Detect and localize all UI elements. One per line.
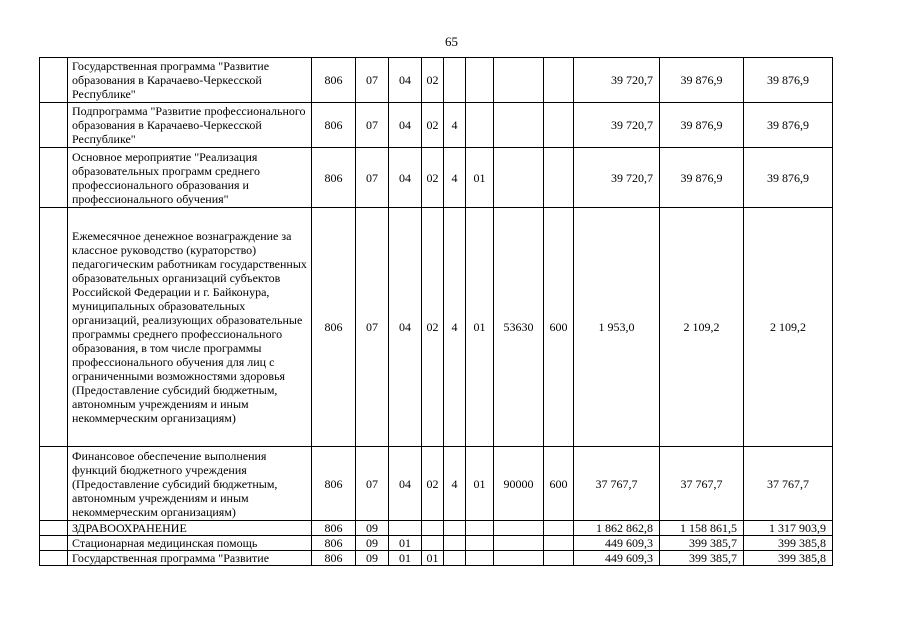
subsection-code-cell: 04 bbox=[389, 208, 422, 447]
description-cell: Стационарная медицинская помощь bbox=[68, 536, 312, 551]
table-row bbox=[40, 521, 833, 536]
amount-year3-cell: 1 317 903,9 bbox=[744, 521, 833, 536]
expense-type-cell bbox=[544, 58, 574, 103]
ministry-code-cell: 806 bbox=[312, 521, 356, 536]
ministry-code-cell: 806 bbox=[312, 58, 356, 103]
amount-year2-cell: 399 385,7 bbox=[660, 551, 744, 566]
page-number: 65 bbox=[445, 34, 458, 49]
amount-year2-cell: 399 385,7 bbox=[660, 536, 744, 551]
description-cell: Финансовое обеспечение выполнения функций бюджетного учреждения (Предоставление субсидий бюджетным, автономным учреждениям и иным некоммерческим организациям) bbox=[68, 447, 312, 521]
section-code-cell: 09 bbox=[356, 551, 389, 566]
expense-type-cell: 600 bbox=[544, 447, 574, 521]
subsection-code-cell: 04 bbox=[389, 447, 422, 521]
subsection-code-cell: 01 bbox=[389, 536, 422, 551]
expense-type-cell bbox=[544, 521, 574, 536]
direction-code-cell: 53630 bbox=[494, 208, 544, 447]
row-index-cell bbox=[40, 551, 68, 566]
program-code-cell: 02 bbox=[422, 58, 444, 103]
subprogram-code-cell: 4 bbox=[444, 148, 466, 208]
description-cell: Подпрограмма "Развитие профессионального образования в Карачаево-Черкесской Республике" bbox=[68, 103, 312, 148]
direction-code-cell bbox=[494, 551, 544, 566]
direction-code-cell bbox=[494, 521, 544, 536]
amount-year1-cell: 37 767,7 bbox=[574, 447, 660, 521]
amount-year1-cell: 1 953,0 bbox=[574, 208, 660, 447]
row-index-cell bbox=[40, 148, 68, 208]
table-row bbox=[40, 447, 833, 521]
subprogram-code-cell bbox=[444, 536, 466, 551]
amount-year1-cell: 449 609,3 bbox=[574, 536, 660, 551]
subprogram-code-cell: 4 bbox=[444, 208, 466, 447]
amount-year1-cell: 449 609,3 bbox=[574, 551, 660, 566]
program-code-cell: 02 bbox=[422, 148, 444, 208]
description-cell: Государственная программа "Развитие образования в Карачаево-Черкесской Республике" bbox=[68, 58, 312, 103]
subprogram-code-cell: 4 bbox=[444, 103, 466, 148]
amount-year3-cell: 39 876,9 bbox=[744, 148, 833, 208]
row-index-cell bbox=[40, 58, 68, 103]
row-index-cell bbox=[40, 208, 68, 447]
subprogram-code-cell bbox=[444, 521, 466, 536]
program-code-cell bbox=[422, 521, 444, 536]
section-code-cell: 07 bbox=[356, 208, 389, 447]
amount-year3-cell: 39 876,9 bbox=[744, 103, 833, 148]
section-code-cell: 09 bbox=[356, 536, 389, 551]
row-index-cell bbox=[40, 521, 68, 536]
ministry-code-cell: 806 bbox=[312, 103, 356, 148]
amount-year1-cell: 39 720,7 bbox=[574, 148, 660, 208]
row-index-cell bbox=[40, 536, 68, 551]
program-code-cell bbox=[422, 536, 444, 551]
amount-year2-cell: 1 158 861,5 bbox=[660, 521, 744, 536]
amount-year2-cell: 2 109,2 bbox=[660, 208, 744, 447]
subsection-code-cell: 04 bbox=[389, 148, 422, 208]
subsection-code-cell: 01 bbox=[389, 551, 422, 566]
amount-year2-cell: 39 876,9 bbox=[660, 103, 744, 148]
expense-type-cell bbox=[544, 103, 574, 148]
activity-code-cell: 01 bbox=[466, 148, 494, 208]
ministry-code-cell: 806 bbox=[312, 447, 356, 521]
subsection-code-cell: 04 bbox=[389, 103, 422, 148]
activity-code-cell bbox=[466, 103, 494, 148]
description-cell: ЗДРАВООХРАНЕНИЕ bbox=[68, 521, 312, 536]
ministry-code-cell: 806 bbox=[312, 551, 356, 566]
description-cell: Государственная программа "Развитие bbox=[68, 551, 312, 566]
subprogram-code-cell: 4 bbox=[444, 447, 466, 521]
expense-type-cell bbox=[544, 551, 574, 566]
activity-code-cell: 01 bbox=[466, 208, 494, 447]
row-index-cell bbox=[40, 103, 68, 148]
section-code-cell: 07 bbox=[356, 58, 389, 103]
expense-type-cell bbox=[544, 536, 574, 551]
program-code-cell: 01 bbox=[422, 551, 444, 566]
subprogram-code-cell bbox=[444, 58, 466, 103]
table-row bbox=[40, 208, 833, 447]
activity-code-cell bbox=[466, 551, 494, 566]
direction-code-cell bbox=[494, 536, 544, 551]
budget-table bbox=[39, 57, 833, 566]
program-code-cell: 02 bbox=[422, 103, 444, 148]
activity-code-cell bbox=[466, 536, 494, 551]
amount-year3-cell: 399 385,8 bbox=[744, 551, 833, 566]
table-row bbox=[40, 536, 833, 551]
subprogram-code-cell bbox=[444, 551, 466, 566]
amount-year2-cell: 37 767,7 bbox=[660, 447, 744, 521]
ministry-code-cell: 806 bbox=[312, 536, 356, 551]
amount-year2-cell: 39 876,9 bbox=[660, 58, 744, 103]
table-row bbox=[40, 58, 833, 103]
subsection-code-cell bbox=[389, 521, 422, 536]
direction-code-cell bbox=[494, 103, 544, 148]
row-index-cell bbox=[40, 447, 68, 521]
activity-code-cell bbox=[466, 521, 494, 536]
description-cell: Основное мероприятие "Реализация образовательных программ среднего профессионального образования и профессионального обучения" bbox=[68, 148, 312, 208]
program-code-cell: 02 bbox=[422, 447, 444, 521]
direction-code-cell: 90000 bbox=[494, 447, 544, 521]
program-code-cell: 02 bbox=[422, 208, 444, 447]
amount-year3-cell: 399 385,8 bbox=[744, 536, 833, 551]
section-code-cell: 07 bbox=[356, 103, 389, 148]
section-code-cell: 09 bbox=[356, 521, 389, 536]
amount-year1-cell: 1 862 862,8 bbox=[574, 521, 660, 536]
amount-year1-cell: 39 720,7 bbox=[574, 103, 660, 148]
activity-code-cell bbox=[466, 58, 494, 103]
amount-year3-cell: 37 767,7 bbox=[744, 447, 833, 521]
section-code-cell: 07 bbox=[356, 148, 389, 208]
amount-year3-cell: 39 876,9 bbox=[744, 58, 833, 103]
ministry-code-cell: 806 bbox=[312, 208, 356, 447]
subsection-code-cell: 04 bbox=[389, 58, 422, 103]
ministry-code-cell: 806 bbox=[312, 148, 356, 208]
section-code-cell: 07 bbox=[356, 447, 389, 521]
table-row bbox=[40, 103, 833, 148]
description-cell: Ежемесячное денежное вознаграждение за классное руководство (кураторство) педагогическим работникам государственных образовательных организаций субъектов Российской Федерации и г. Байконура, муниципальных образовательных организаций, реализующих образовательные программы среднего профессионального образования, в том числе программы профессионального обучения для лиц с ограниченными возможностями здоровья (Предоставление субсидий бюджетным, автономным учреждениям и иным некоммерческим организациям) bbox=[68, 208, 312, 447]
amount-year1-cell: 39 720,7 bbox=[574, 58, 660, 103]
table-row bbox=[40, 148, 833, 208]
expense-type-cell: 600 bbox=[544, 208, 574, 447]
activity-code-cell: 01 bbox=[466, 447, 494, 521]
table-row bbox=[40, 551, 833, 566]
amount-year2-cell: 39 876,9 bbox=[660, 148, 744, 208]
amount-year3-cell: 2 109,2 bbox=[744, 208, 833, 447]
direction-code-cell bbox=[494, 148, 544, 208]
direction-code-cell bbox=[494, 58, 544, 103]
expense-type-cell bbox=[544, 148, 574, 208]
